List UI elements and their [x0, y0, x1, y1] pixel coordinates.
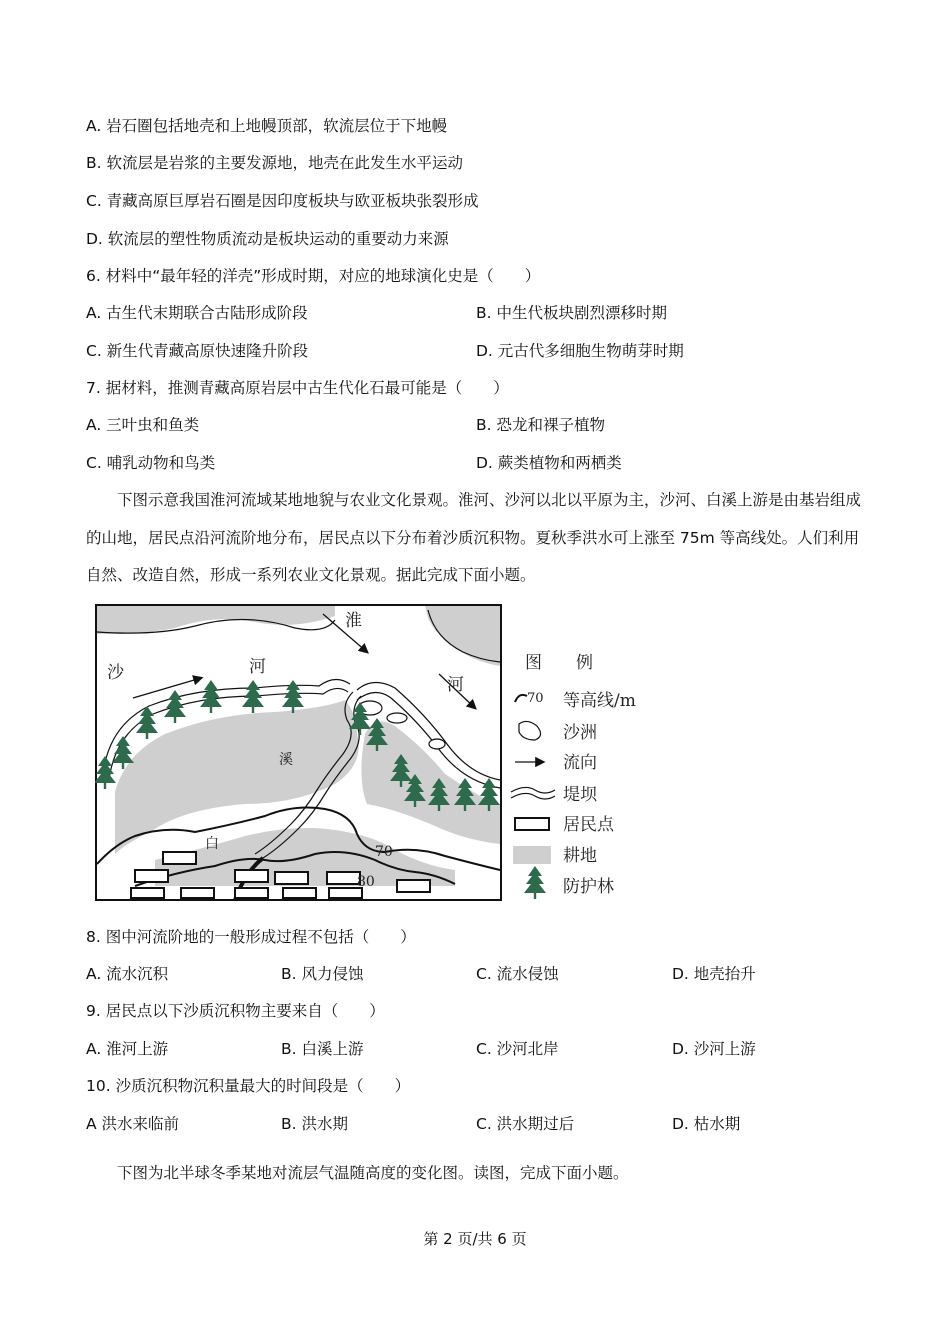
q8-option-d: D. 地壳抬升: [672, 965, 756, 983]
legend-dam: 堤坝: [563, 785, 597, 805]
huai-river-landscape-map: [95, 604, 665, 904]
legend-title: 图 例: [525, 653, 593, 673]
settlement: [327, 872, 360, 884]
settlement: [163, 852, 196, 864]
q6-option-c: C. 新生代青藏高原快速隆升阶段: [86, 342, 309, 360]
intro-paragraph-temperature: 下图为北半球冬季某地对流层气温随高度的变化图。读图，完成下面小题。: [117, 1164, 629, 1182]
intro-paragraph-huai-river: 下图示意我国淮河流域某地地貌与农业文化景观。淮河、沙河以北以平原为主，沙河、白溪上游是由基岩组成的山地，居民点沿河流阶地分布，居民点以下分布着沙质沉积物。夏秋季洪水可上涨至 75m 等高线处。人们利用自然、改造自然，形成一系列农业文化景观。据此完成下面小题。: [86, 491, 862, 584]
q8-option-c: C. 流水侵蚀: [476, 965, 559, 983]
legend-settlement: 居民点: [563, 815, 614, 835]
settlement: [135, 870, 168, 882]
label-huai: 淮: [345, 611, 362, 631]
label-he-east: 河: [447, 675, 464, 695]
label-xi: 溪: [279, 752, 293, 768]
settlement: [235, 870, 268, 882]
legend-forest: 防护林: [563, 877, 614, 897]
q5-option-c: C. 青藏高原巨厚岩石圈是因印度板块与欧亚板块张裂形成: [86, 192, 479, 210]
q10-option-b: B. 洪水期: [281, 1115, 348, 1133]
legend-contour: 等高线/m: [563, 691, 636, 711]
settlement: [283, 888, 316, 898]
page-number: 第 2 页/共 6 页: [423, 1230, 527, 1248]
settlement: [397, 880, 430, 892]
q9-stem: 9. 居民点以下沙质沉积物主要来自（ ）: [86, 1002, 385, 1020]
q6-option-d: D. 元古代多细胞生物萌芽时期: [476, 342, 684, 360]
q8-option-a: A. 流水沉积: [86, 965, 169, 983]
settlement: [131, 888, 164, 898]
q7-option-d: D. 蕨类植物和两栖类: [476, 454, 622, 472]
q7-option-b: B. 恐龙和裸子植物: [476, 416, 605, 434]
sandbar: [387, 713, 407, 723]
q8-stem: 8. 图中河流阶地的一般形成过程不包括（ ）: [86, 928, 416, 946]
q7-option-c: C. 哺乳动物和鸟类: [86, 454, 216, 472]
settlement: [275, 872, 308, 884]
q9-option-d: D. 沙河上游: [672, 1040, 756, 1058]
q10-stem: 10. 沙质沉积物沉积量最大的时间段是（ ）: [86, 1077, 411, 1095]
q7-option-a: A. 三叶虫和鱼类: [86, 416, 200, 434]
q5-option-d: D. 软流层的塑性物质流动是板块运动的重要动力来源: [86, 230, 449, 248]
label-he-west: 河: [249, 657, 266, 677]
map-legend: [511, 653, 636, 899]
q7-stem: 7. 据材料，推测青藏高原岩层中古生代化石最可能是（ ）: [86, 379, 509, 397]
settlement: [235, 888, 268, 898]
q8-option-b: B. 风力侵蚀: [281, 965, 364, 983]
settlement: [181, 888, 214, 898]
q6-option-a: A. 古生代末期联合古陆形成阶段: [86, 304, 308, 322]
label-contour-80: 80: [357, 874, 375, 890]
q6-stem: 6. 材料中“最年轻的洋壳”形成时期，对应的地球演化史是（ ）: [86, 267, 541, 285]
sandbar: [429, 739, 445, 749]
legend-sandbar: 沙洲: [563, 723, 597, 743]
q9-option-b: B. 白溪上游: [281, 1040, 364, 1058]
q10-option-d: D. 枯水期: [672, 1115, 741, 1133]
label-sha: 沙: [107, 663, 124, 683]
q5-option-b: B. 软流层是岩浆的主要发源地，地壳在此发生水平运动: [86, 154, 463, 172]
legend-flow: 流向: [563, 753, 597, 773]
q5-option-a: A. 岩石圈包括地壳和上地幔顶部，软流层位于下地幔: [86, 117, 448, 135]
q6-option-b: B. 中生代板块剧烈漂移时期: [476, 304, 667, 322]
label-contour-70: 70: [375, 844, 393, 860]
label-bai: 白: [205, 836, 219, 852]
legend-farmland: 耕地: [563, 846, 597, 866]
q9-option-a: A. 淮河上游: [86, 1040, 169, 1058]
q10-option-c: C. 洪水期过后: [476, 1115, 575, 1133]
q10-option-a: A 洪水来临前: [86, 1115, 180, 1133]
q9-option-c: C. 沙河北岸: [476, 1040, 559, 1058]
legend-contour-sample: 70: [527, 691, 544, 706]
